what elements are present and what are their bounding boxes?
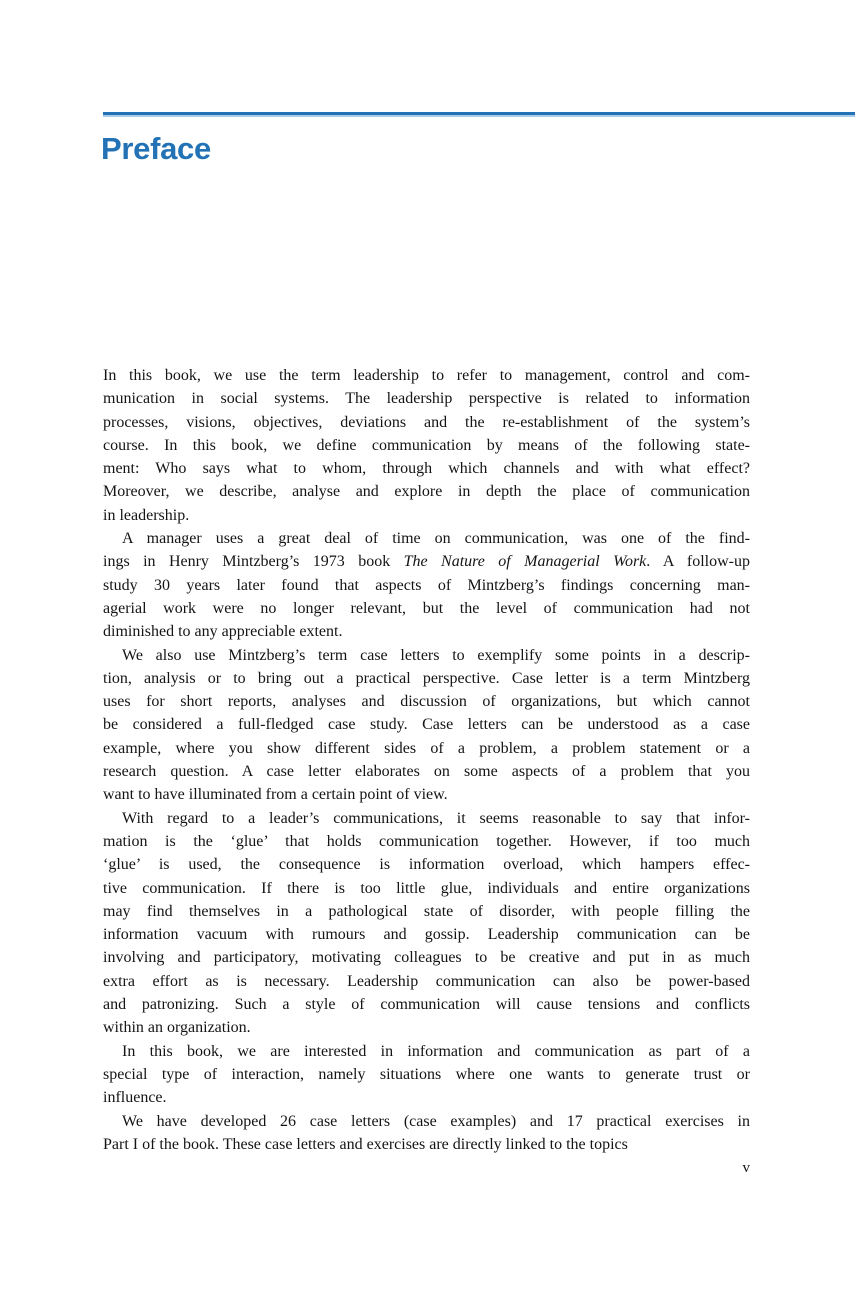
text-line: research question. A case letter elaborates on some aspects of a problem that you [103,763,750,781]
text-line: diminished to any appreciable extent. [103,623,343,641]
text-line: A manager uses a great deal of time on communication, was one of the find- [122,530,750,548]
text-line: ‘glue’ is used, the consequence is information overload, which hampers effec- [103,856,750,874]
text-line: tive communication. If there is too little glue, individuals and entire organizations [103,879,750,897]
text-line: involving and participatory, motivating colleagues to be creative and put in as much [103,949,750,967]
text-line: extra effort as is necessary. Leadership communication can also be power-based [103,972,750,990]
text-line: In this book, we use the term leadership to refer to management, control and com- [103,367,750,384]
paragraph [103,807,750,1040]
paragraph [103,644,750,807]
text-line: In this book, we are interested in information and communication as part of a [122,1042,750,1060]
text-line: may find themselves in a pathological state of disorder, with people filling the [103,902,750,920]
paragraph [103,1110,750,1157]
text-line: tion, analysis or to bring out a practical perspective. Case letter is a term Mintzberg [103,669,750,687]
text-line: Part I of the book. These case letters and exercises are directly linked to the topics [103,1135,628,1153]
text-line: With regard to a leader’s communications, it seems reasonable to say that infor- [122,809,750,827]
text-line: We also use Mintzberg’s term case letters to exemplify some points in a descrip- [122,646,750,664]
chapter-divider-rule [103,112,855,117]
paragraph [103,364,750,527]
text-line: within an organization. [103,1019,251,1037]
text-line: Moreover, we describe, analyse and explore in depth the place of communication [103,483,750,501]
page-number: v [742,1160,750,1176]
text-line: in leadership. [103,506,190,524]
text-line: information vacuum with rumours and gossip. Leadership communication can be [103,926,750,944]
text-line: influence. [103,1089,167,1107]
text-line: mation is the ‘glue’ that holds communication together. However, if too much [103,832,750,850]
text-line: ings in Henry Mintzberg’s 1973 book The Nature of Managerial Work. A follow-up [103,553,751,571]
text-line: agerial work were no longer relevant, but the level of communication had not [103,599,750,617]
text-line: example, where you show different sides of a problem, a problem statement or a [103,739,750,757]
text-line: special type of interaction, namely situations where one wants to generate trust or [103,1065,750,1083]
text-line: munication in social systems. The leadership perspective is related to information [103,390,750,408]
text-line: course. In this book, we define communication by means of the following state- [103,436,750,454]
paragraph [103,527,750,643]
text-line: want to have illuminated from a certain point of view. [103,786,448,804]
text-line: study 30 years later found that aspects of Mintzberg’s findings concerning man- [103,576,750,594]
text-line: uses for short reports, analyses and discussion of organizations, but which cannot [103,693,750,711]
text-line: be considered a full-fledged case study. Case letters can be understood as a case [103,716,750,734]
paragraph [103,1040,750,1110]
body-text [103,364,750,1156]
text-line: ment: Who says what to whom, through which channels and with what effect? [103,460,750,478]
page-title: Preface [101,131,211,166]
text-line: processes, visions, objectives, deviations and the re-establishment of the system’s [103,413,750,431]
text-line: and patronizing. Such a style of communication will cause tensions and conflicts [103,996,750,1014]
text-line: We have developed 26 case letters (case examples) and 17 practical exercises in [122,1112,750,1130]
